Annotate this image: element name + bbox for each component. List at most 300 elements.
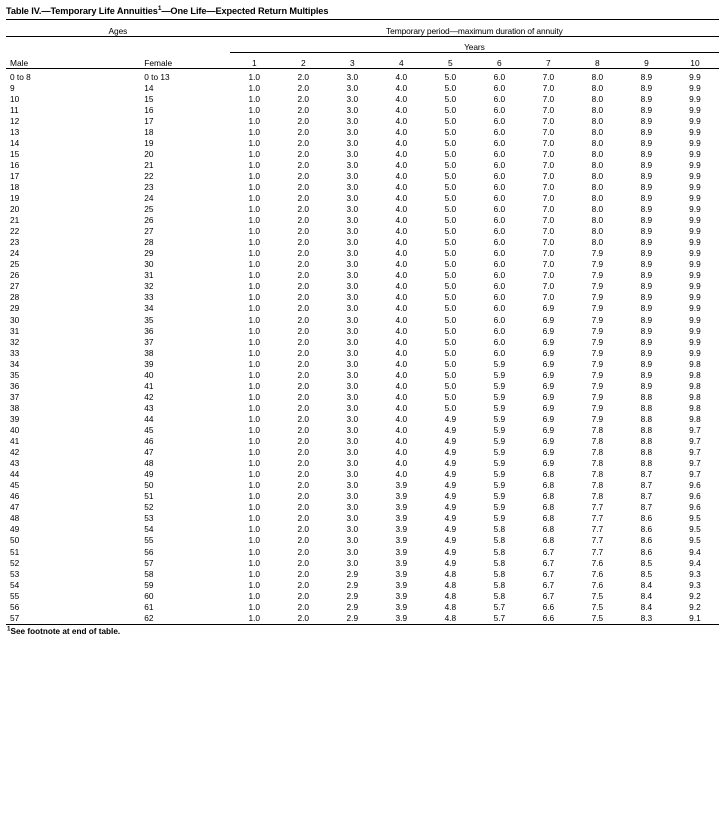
cell-female-age: 18	[144, 126, 154, 137]
cell-multiple-year-2: 2.0	[297, 391, 310, 402]
cell-multiple-year-2: 2.0	[297, 325, 310, 336]
cell-female-age: 55	[144, 535, 154, 546]
cell-multiple-year-5: 5.0	[444, 303, 457, 314]
cell-multiple-year-3: 3.0	[346, 447, 359, 458]
cell-multiple-year-5: 5.0	[444, 126, 457, 137]
cell-multiple-year-6: 5.9	[493, 480, 506, 491]
cell-multiple-year-3: 3.0	[346, 513, 359, 524]
cell-multiple-year-8: 7.9	[591, 413, 604, 424]
cell-multiple-year-1: 1.0	[248, 358, 261, 369]
table-row	[6, 480, 719, 491]
table-row	[6, 83, 719, 94]
cell-multiple-year-10: 9.9	[689, 104, 701, 115]
cell-multiple-year-1: 1.0	[248, 82, 261, 93]
cell-multiple-year-5: 5.0	[444, 325, 457, 336]
cell-multiple-year-10: 9.7	[689, 436, 701, 447]
cell-female-age: 43	[144, 402, 154, 413]
cell-multiple-year-2: 2.0	[297, 590, 310, 601]
cell-multiple-year-3: 3.0	[346, 181, 359, 192]
cell-multiple-year-2: 2.0	[297, 380, 310, 391]
cell-multiple-year-9: 8.4	[640, 590, 653, 601]
cell-multiple-year-9: 8.9	[640, 259, 653, 270]
cell-multiple-year-8: 8.0	[591, 237, 604, 248]
cell-multiple-year-10: 9.8	[689, 358, 701, 369]
cell-multiple-year-8: 7.6	[591, 568, 604, 579]
cell-multiple-year-10: 9.9	[689, 193, 701, 204]
cell-multiple-year-6: 5.9	[493, 358, 506, 369]
cell-male-age: 45	[10, 480, 20, 491]
cell-multiple-year-8: 7.8	[591, 458, 604, 469]
cell-multiple-year-7: 6.9	[542, 458, 555, 469]
cell-multiple-year-9: 8.9	[640, 347, 653, 358]
header-ages-spacer	[6, 37, 230, 53]
cell-multiple-year-4: 3.9	[395, 546, 408, 557]
table-row	[6, 160, 719, 171]
cell-multiple-year-2: 2.0	[297, 181, 310, 192]
cell-multiple-year-1: 1.0	[248, 159, 261, 170]
cell-multiple-year-1: 1.0	[248, 557, 261, 568]
page-title	[6, 6, 719, 16]
cell-multiple-year-10: 9.9	[689, 237, 701, 248]
cell-multiple-year-6: 6.0	[493, 104, 506, 115]
table-row	[6, 547, 719, 558]
cell-multiple-year-2: 2.0	[297, 137, 310, 148]
cell-multiple-year-1: 1.0	[248, 590, 261, 601]
table-row	[6, 425, 719, 436]
cell-multiple-year-9: 8.7	[640, 480, 653, 491]
cell-multiple-year-4: 4.0	[395, 402, 408, 413]
cell-female-age: 17	[144, 115, 154, 126]
cell-multiple-year-2: 2.0	[297, 270, 310, 281]
cell-multiple-year-7: 6.9	[542, 336, 555, 347]
cell-multiple-year-5: 5.0	[444, 137, 457, 148]
cell-multiple-year-1: 1.0	[248, 215, 261, 226]
cell-female-age: 54	[144, 524, 154, 535]
cell-multiple-year-1: 1.0	[248, 491, 261, 502]
cell-multiple-year-10: 9.9	[689, 270, 701, 281]
cell-multiple-year-7: 7.0	[542, 259, 555, 270]
cell-multiple-year-9: 8.8	[640, 447, 653, 458]
cell-multiple-year-2: 2.0	[297, 82, 310, 93]
cell-multiple-year-4: 4.0	[395, 391, 408, 402]
header-ages-group: Ages	[6, 20, 230, 37]
cell-multiple-year-1: 1.0	[248, 303, 261, 314]
table-row	[6, 204, 719, 215]
cell-multiple-year-1: 1.0	[248, 369, 261, 380]
cell-male-age: 36	[10, 380, 20, 391]
cell-multiple-year-10: 9.6	[689, 480, 701, 491]
cell-multiple-year-2: 2.0	[297, 303, 310, 314]
cell-multiple-year-4: 4.0	[395, 237, 408, 248]
cell-multiple-year-7: 7.0	[542, 170, 555, 181]
cell-multiple-year-7: 7.0	[542, 193, 555, 204]
cell-multiple-year-10: 9.9	[689, 347, 701, 358]
cell-female-age: 16	[144, 104, 154, 115]
cell-multiple-year-10: 9.4	[689, 557, 701, 568]
cell-multiple-year-7: 6.9	[542, 380, 555, 391]
cell-multiple-year-7: 7.0	[542, 281, 555, 292]
cell-male-age: 32	[10, 336, 20, 347]
cell-multiple-year-1: 1.0	[248, 502, 261, 513]
cell-multiple-year-9: 8.5	[640, 568, 653, 579]
cell-multiple-year-8: 8.0	[591, 82, 604, 93]
cell-multiple-year-8: 8.0	[591, 215, 604, 226]
cell-multiple-year-10: 9.6	[689, 502, 701, 513]
cell-multiple-year-6: 6.0	[493, 325, 506, 336]
cell-multiple-year-6: 5.9	[493, 436, 506, 447]
cell-multiple-year-9: 8.9	[640, 369, 653, 380]
cell-multiple-year-1: 1.0	[248, 568, 261, 579]
cell-multiple-year-10: 9.9	[689, 292, 701, 303]
cell-male-age: 39	[10, 413, 20, 424]
cell-female-age: 45	[144, 425, 154, 435]
cell-male-age: 0 to 8	[10, 71, 31, 82]
cell-multiple-year-10: 9.8	[689, 402, 701, 413]
cell-female-age: 33	[144, 292, 154, 303]
cell-multiple-year-4: 4.0	[395, 170, 408, 181]
cell-multiple-year-3: 2.9	[346, 612, 359, 623]
cell-multiple-year-2: 2.0	[297, 491, 310, 502]
cell-multiple-year-8: 8.0	[591, 71, 604, 82]
cell-multiple-year-5: 4.9	[444, 513, 457, 524]
cell-multiple-year-7: 7.0	[542, 126, 555, 137]
cell-multiple-year-4: 4.0	[395, 226, 408, 237]
cell-multiple-year-8: 7.5	[591, 601, 604, 612]
cell-multiple-year-6: 6.0	[493, 181, 506, 192]
cell-multiple-year-3: 3.0	[346, 303, 359, 314]
table-title-prefix: Table IV.—Temporary Life Annuities	[6, 6, 158, 16]
cell-multiple-year-2: 2.0	[297, 369, 310, 380]
header-temporary-period-group: Temporary period—maximum duration of annuity	[230, 20, 719, 37]
cell-multiple-year-8: 7.8	[591, 436, 604, 447]
cell-multiple-year-6: 5.9	[493, 502, 506, 513]
cell-multiple-year-5: 4.9	[444, 425, 457, 435]
cell-female-age: 39	[144, 358, 154, 369]
cell-multiple-year-6: 5.9	[493, 469, 506, 480]
cell-female-age: 27	[144, 226, 154, 237]
cell-multiple-year-1: 1.0	[248, 458, 261, 469]
cell-multiple-year-9: 8.6	[640, 535, 653, 546]
cell-multiple-year-4: 4.0	[395, 93, 408, 104]
cell-multiple-year-9: 8.9	[640, 148, 653, 159]
cell-multiple-year-1: 1.0	[248, 391, 261, 402]
table-body	[6, 69, 719, 624]
cell-multiple-year-7: 6.6	[542, 612, 555, 623]
cell-multiple-year-8: 7.8	[591, 425, 604, 435]
cell-multiple-year-10: 9.4	[689, 546, 701, 557]
cell-multiple-year-5: 5.0	[444, 369, 457, 380]
cell-multiple-year-7: 6.9	[542, 369, 555, 380]
cell-multiple-year-4: 4.0	[395, 71, 408, 82]
cell-multiple-year-3: 3.0	[346, 557, 359, 568]
table-row	[6, 182, 719, 193]
cell-multiple-year-5: 5.0	[444, 237, 457, 248]
cell-multiple-year-2: 2.0	[297, 612, 310, 623]
cell-multiple-year-5: 5.0	[444, 93, 457, 104]
cell-multiple-year-2: 2.0	[297, 579, 310, 590]
cell-multiple-year-9: 8.9	[640, 126, 653, 137]
cell-multiple-year-8: 7.7	[591, 502, 604, 513]
cell-multiple-year-8: 7.6	[591, 579, 604, 590]
cell-multiple-year-10: 9.9	[689, 181, 701, 192]
cell-multiple-year-7: 7.0	[542, 71, 555, 82]
cell-multiple-year-2: 2.0	[297, 513, 310, 524]
cell-multiple-year-4: 4.0	[395, 259, 408, 270]
cell-multiple-year-4: 4.0	[395, 126, 408, 137]
cell-multiple-year-3: 3.0	[346, 502, 359, 513]
cell-multiple-year-5: 4.9	[444, 535, 457, 546]
cell-multiple-year-7: 7.0	[542, 104, 555, 115]
cell-multiple-year-10: 9.7	[689, 425, 701, 435]
cell-female-age: 28	[144, 237, 154, 248]
cell-multiple-year-8: 7.9	[591, 347, 604, 358]
cell-male-age: 29	[10, 303, 20, 314]
cell-multiple-year-9: 8.4	[640, 601, 653, 612]
cell-multiple-year-6: 6.0	[493, 281, 506, 292]
cell-multiple-year-3: 3.0	[346, 148, 359, 159]
cell-multiple-year-8: 7.8	[591, 491, 604, 502]
cell-multiple-year-10: 9.9	[689, 137, 701, 148]
cell-male-age: 24	[10, 248, 20, 259]
cell-multiple-year-1: 1.0	[248, 237, 261, 248]
cell-multiple-year-3: 3.0	[346, 226, 359, 237]
cell-multiple-year-6: 6.0	[493, 193, 506, 204]
cell-multiple-year-5: 4.9	[444, 557, 457, 568]
cell-multiple-year-3: 3.0	[346, 159, 359, 170]
cell-multiple-year-8: 8.0	[591, 181, 604, 192]
cell-multiple-year-3: 3.0	[346, 237, 359, 248]
cell-male-age: 55	[10, 590, 20, 601]
cell-multiple-year-4: 4.0	[395, 82, 408, 93]
cell-multiple-year-9: 8.9	[640, 314, 653, 325]
cell-multiple-year-1: 1.0	[248, 402, 261, 413]
cell-multiple-year-10: 9.9	[689, 170, 701, 181]
cell-multiple-year-8: 7.9	[591, 358, 604, 369]
cell-multiple-year-4: 4.0	[395, 159, 408, 170]
cell-multiple-year-1: 1.0	[248, 281, 261, 292]
cell-female-age: 32	[144, 281, 154, 292]
cell-multiple-year-4: 4.0	[395, 347, 408, 358]
cell-multiple-year-6: 5.8	[493, 535, 506, 546]
cell-multiple-year-7: 6.6	[542, 601, 555, 612]
cell-multiple-year-7: 7.0	[542, 82, 555, 93]
cell-multiple-year-4: 4.0	[395, 369, 408, 380]
cell-multiple-year-5: 4.8	[444, 579, 457, 590]
cell-multiple-year-4: 4.0	[395, 436, 408, 447]
cell-male-age: 49	[10, 524, 20, 535]
table-row	[6, 105, 719, 116]
cell-multiple-year-3: 3.0	[346, 413, 359, 424]
cell-multiple-year-2: 2.0	[297, 292, 310, 303]
cell-multiple-year-4: 4.0	[395, 148, 408, 159]
cell-multiple-year-4: 3.9	[395, 601, 408, 612]
cell-multiple-year-2: 2.0	[297, 281, 310, 292]
cell-multiple-year-6: 5.8	[493, 568, 506, 579]
cell-multiple-year-4: 3.9	[395, 524, 408, 535]
cell-multiple-year-6: 6.0	[493, 170, 506, 181]
cell-multiple-year-1: 1.0	[248, 480, 261, 491]
footnote-divider	[6, 624, 719, 625]
cell-multiple-year-5: 4.8	[444, 612, 457, 623]
cell-multiple-year-4: 4.0	[395, 325, 408, 336]
cell-multiple-year-9: 8.4	[640, 579, 653, 590]
cell-multiple-year-3: 3.0	[346, 425, 359, 435]
cell-male-age: 30	[10, 314, 20, 325]
cell-multiple-year-8: 8.0	[591, 137, 604, 148]
cell-male-age: 57	[10, 612, 20, 623]
cell-multiple-year-6: 6.0	[493, 204, 506, 215]
cell-female-age: 51	[144, 491, 154, 502]
cell-multiple-year-7: 7.0	[542, 215, 555, 226]
cell-multiple-year-2: 2.0	[297, 215, 310, 226]
cell-male-age: 35	[10, 369, 20, 380]
cell-multiple-year-4: 4.0	[395, 270, 408, 281]
header-group-row	[6, 20, 719, 37]
cell-multiple-year-10: 9.7	[689, 469, 701, 480]
cell-multiple-year-7: 6.9	[542, 391, 555, 402]
footnote	[6, 627, 719, 636]
cell-multiple-year-6: 6.0	[493, 314, 506, 325]
header-year-4: 4	[377, 53, 426, 69]
cell-multiple-year-4: 4.0	[395, 281, 408, 292]
cell-multiple-year-9: 8.9	[640, 303, 653, 314]
table-row	[6, 303, 719, 314]
cell-multiple-year-8: 7.9	[591, 314, 604, 325]
cell-female-age: 34	[144, 303, 154, 314]
cell-multiple-year-8: 8.0	[591, 193, 604, 204]
cell-multiple-year-3: 3.0	[346, 215, 359, 226]
cell-female-age: 22	[144, 170, 154, 181]
cell-multiple-year-1: 1.0	[248, 469, 261, 480]
cell-male-age: 15	[10, 148, 20, 159]
cell-multiple-year-3: 3.0	[346, 93, 359, 104]
cell-multiple-year-1: 1.0	[248, 380, 261, 391]
cell-multiple-year-9: 8.8	[640, 425, 653, 435]
cell-male-age: 54	[10, 579, 20, 590]
cell-multiple-year-1: 1.0	[248, 425, 261, 435]
cell-female-age: 62	[144, 612, 154, 623]
cell-multiple-year-9: 8.9	[640, 325, 653, 336]
cell-female-age: 44	[144, 413, 154, 424]
cell-multiple-year-7: 6.7	[542, 557, 555, 568]
cell-multiple-year-7: 7.0	[542, 292, 555, 303]
cell-multiple-year-4: 3.9	[395, 502, 408, 513]
cell-multiple-year-6: 6.0	[493, 82, 506, 93]
cell-multiple-year-2: 2.0	[297, 259, 310, 270]
table-row	[6, 458, 719, 469]
cell-multiple-year-6: 5.9	[493, 380, 506, 391]
cell-multiple-year-8: 8.0	[591, 126, 604, 137]
cell-multiple-year-8: 7.8	[591, 469, 604, 480]
cell-multiple-year-3: 3.0	[346, 115, 359, 126]
cell-multiple-year-3: 3.0	[346, 491, 359, 502]
cell-multiple-year-2: 2.0	[297, 71, 310, 82]
cell-multiple-year-1: 1.0	[248, 546, 261, 557]
cell-multiple-year-7: 6.9	[542, 325, 555, 336]
cell-multiple-year-1: 1.0	[248, 104, 261, 115]
cell-multiple-year-10: 9.8	[689, 391, 701, 402]
cell-multiple-year-5: 5.0	[444, 281, 457, 292]
cell-multiple-year-5: 4.9	[444, 491, 457, 502]
cell-male-age: 21	[10, 215, 20, 226]
cell-multiple-year-7: 7.0	[542, 93, 555, 104]
cell-multiple-year-4: 4.0	[395, 358, 408, 369]
cell-multiple-year-3: 3.0	[346, 380, 359, 391]
cell-multiple-year-1: 1.0	[248, 71, 261, 82]
cell-female-age: 35	[144, 314, 154, 325]
cell-multiple-year-6: 6.0	[493, 259, 506, 270]
table-row	[6, 447, 719, 458]
table-row	[6, 602, 719, 613]
table-row	[6, 591, 719, 602]
cell-male-age: 26	[10, 270, 20, 281]
table-header	[6, 20, 719, 69]
cell-multiple-year-8: 7.7	[591, 535, 604, 546]
cell-multiple-year-10: 9.9	[689, 82, 701, 93]
cell-multiple-year-4: 4.0	[395, 193, 408, 204]
cell-female-age: 48	[144, 458, 154, 469]
cell-multiple-year-5: 4.9	[444, 480, 457, 491]
table-row	[6, 138, 719, 149]
cell-multiple-year-1: 1.0	[248, 413, 261, 424]
cell-multiple-year-10: 9.5	[689, 513, 701, 524]
cell-multiple-year-4: 4.0	[395, 248, 408, 259]
table-row	[6, 392, 719, 403]
cell-multiple-year-1: 1.0	[248, 170, 261, 181]
cell-male-age: 17	[10, 170, 20, 181]
cell-multiple-year-7: 7.0	[542, 148, 555, 159]
cell-multiple-year-3: 3.0	[346, 336, 359, 347]
cell-multiple-year-4: 3.9	[395, 579, 408, 590]
cell-multiple-year-7: 6.9	[542, 425, 555, 435]
table-row	[6, 436, 719, 447]
cell-multiple-year-10: 9.9	[689, 281, 701, 292]
cell-multiple-year-2: 2.0	[297, 425, 310, 435]
cell-multiple-year-5: 4.9	[444, 447, 457, 458]
cell-multiple-year-6: 6.0	[493, 126, 506, 137]
cell-multiple-year-1: 1.0	[248, 137, 261, 148]
cell-multiple-year-1: 1.0	[248, 270, 261, 281]
cell-multiple-year-6: 6.0	[493, 159, 506, 170]
cell-multiple-year-1: 1.0	[248, 292, 261, 303]
cell-multiple-year-9: 8.7	[640, 502, 653, 513]
cell-male-age: 19	[10, 193, 20, 204]
table-row	[6, 270, 719, 281]
cell-multiple-year-3: 3.0	[346, 347, 359, 358]
cell-multiple-year-3: 3.0	[346, 436, 359, 447]
cell-multiple-year-3: 3.0	[346, 82, 359, 93]
cell-multiple-year-7: 6.7	[542, 568, 555, 579]
cell-multiple-year-3: 3.0	[346, 281, 359, 292]
cell-multiple-year-2: 2.0	[297, 248, 310, 259]
cell-multiple-year-4: 4.0	[395, 314, 408, 325]
cell-male-age: 14	[10, 137, 20, 148]
cell-multiple-year-5: 4.9	[444, 469, 457, 480]
cell-female-age: 59	[144, 579, 154, 590]
cell-multiple-year-7: 6.8	[542, 535, 555, 546]
cell-multiple-year-2: 2.0	[297, 126, 310, 137]
cell-multiple-year-6: 5.8	[493, 590, 506, 601]
cell-multiple-year-8: 7.5	[591, 612, 604, 623]
cell-female-age: 58	[144, 568, 154, 579]
cell-multiple-year-2: 2.0	[297, 480, 310, 491]
cell-multiple-year-8: 8.0	[591, 170, 604, 181]
cell-male-age: 28	[10, 292, 20, 303]
cell-multiple-year-2: 2.0	[297, 413, 310, 424]
cell-multiple-year-10: 9.8	[689, 413, 701, 424]
cell-multiple-year-9: 8.9	[640, 358, 653, 369]
cell-multiple-year-10: 9.9	[689, 93, 701, 104]
